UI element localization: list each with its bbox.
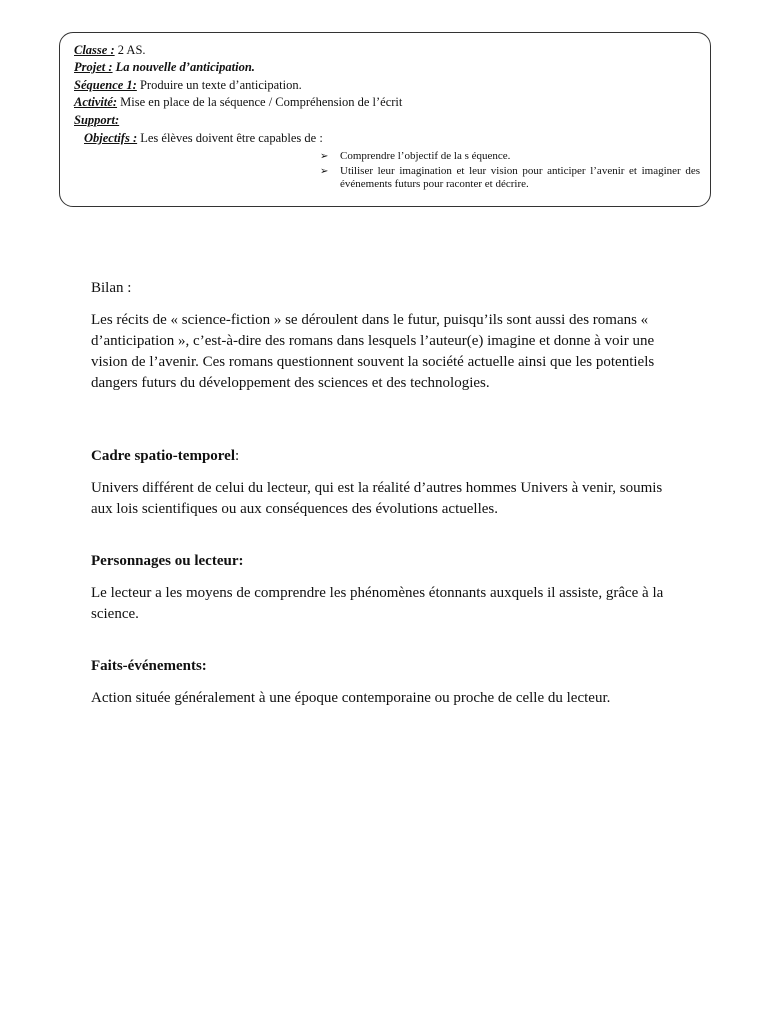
personnages-paragraph: Le lecteur a les moyens de comprendre les phénomènes étonnants auxquels il assiste, grâce à la science.: [91, 585, 664, 622]
classe-value: 2 AS.: [114, 43, 146, 57]
projet-value: La nouvelle d’anticipation.: [112, 60, 255, 74]
header-info-box: [59, 32, 711, 207]
cadre-heading-suffix: :: [235, 448, 240, 464]
activite-label: Activité:: [74, 95, 118, 109]
bilan-title: Bilan :: [91, 280, 132, 296]
objective-text: Comprendre l’objectif de la s équence.: [340, 150, 511, 162]
sequence-label: Séquence 1:: [74, 78, 137, 92]
activite-line: [74, 95, 402, 110]
personnages-heading: Personnages ou lecteur:: [91, 553, 244, 569]
objectifs-value: Les élèves doivent être capables de :: [137, 131, 323, 145]
classe-line: [74, 43, 146, 58]
section-heading: [91, 656, 681, 677]
projet-label: Projet :: [74, 60, 113, 74]
list-item: [320, 165, 700, 192]
faits-paragraph: Action située généralement à une époque contemporaine ou proche de celle du lecteur.: [91, 690, 611, 706]
projet-line: [74, 60, 255, 75]
arrow-bullet-icon: ➢: [320, 151, 329, 162]
support-line: [74, 113, 119, 128]
objectifs-line: [84, 131, 323, 146]
objective-text: Utiliser leur imagination et leur vision pour anticiper l’avenir et imaginer des événements futurs pour raconter et décrire.: [340, 164, 700, 190]
arrow-bullet-icon: ➢: [320, 165, 329, 177]
section-heading: [91, 446, 681, 467]
support-label: Support:: [74, 113, 120, 127]
objectifs-label: Objectifs :: [84, 131, 138, 145]
sequence-value: Produire un texte d’anticipation.: [136, 78, 302, 92]
cadre-heading: Cadre spatio-temporel: [91, 448, 236, 464]
sequence-line: [74, 78, 302, 93]
section-heading: [91, 551, 681, 572]
list-item: [320, 150, 700, 164]
classe-label: Classe :: [74, 43, 115, 57]
faits-heading: Faits-événements:: [91, 658, 207, 674]
objectives-list: [320, 150, 700, 193]
activite-value: Mise en place de la séquence / Compréhension de l’écrit: [117, 95, 403, 109]
cadre-paragraph: Univers différent de celui du lecteur, qui est la réalité d’autres hommes Univers à venir, soumis aux lois scientifiques ou aux conséquences des évolutions actuelles.: [91, 480, 663, 517]
bilan-paragraph: Les récits de « science-fiction » se déroulent dans le futur, puisqu’ils sont aussi des romans « d’anticipation », c’est-à-dire des romans dans lesquels l’auteur(e) imagine et donne à voir une vision de l’avenir. Ces romans questionnent souvent la société actuelle ainsi que les potentiels dangers futurs du développement des sciences et des technologies.: [91, 312, 655, 391]
